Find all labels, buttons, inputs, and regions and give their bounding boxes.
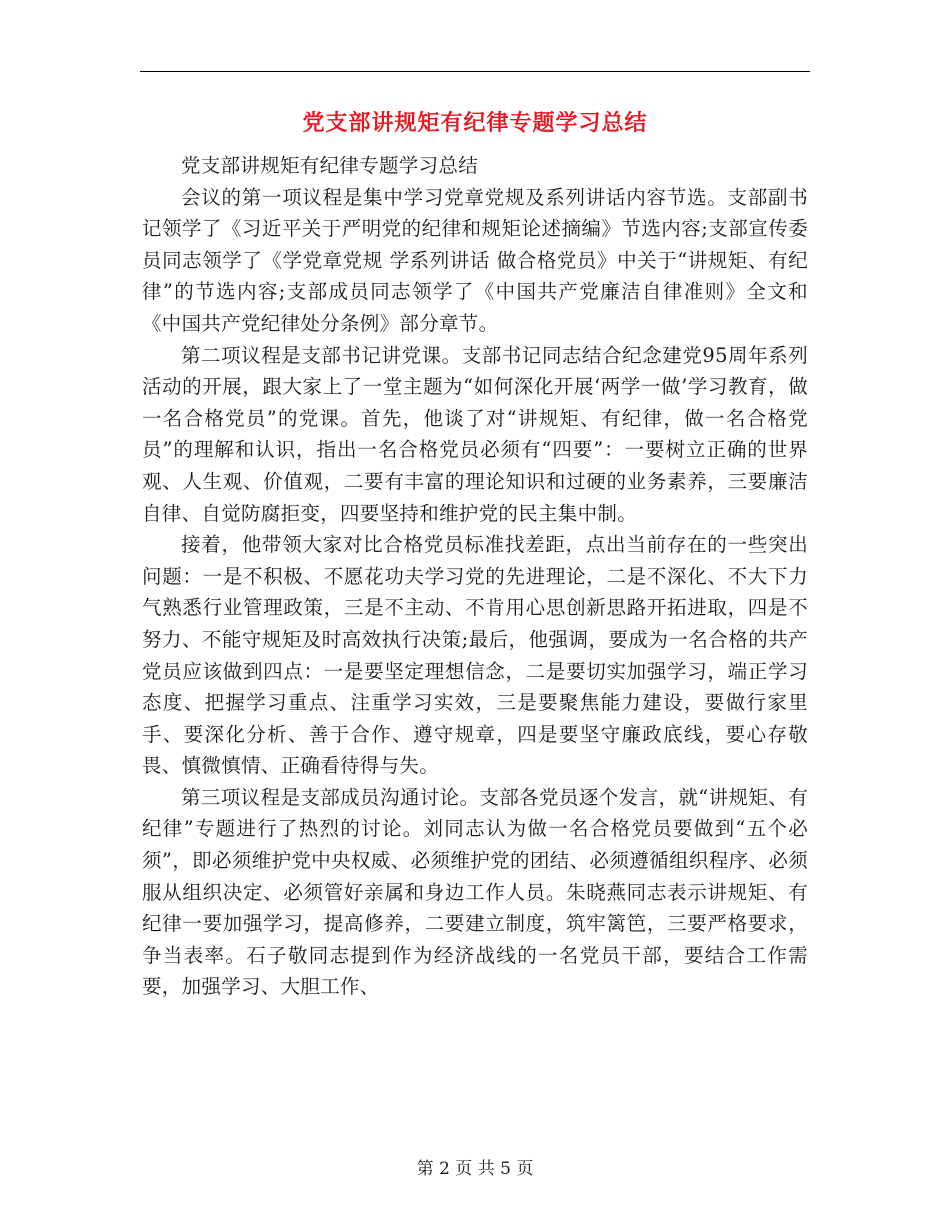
paragraph-agenda-3: 第三项议程是支部成员沟通讨论。支部各党员逐个发言，就“讲规矩、有纪律”专题进行了热烈的讨论。刘同志认为做一名合格党员要做到“五个必须”，即必须维护党中央权威、必须维护党的团结、必须遵循组织程序、必须服从组织决定、必须管好亲属和身边工作人员。朱晓燕同志表示讲规矩、有纪律一要加强学习，提高修养，二要建立制度，筑牢篱笆，三要严格要求，争当表率。石子敬同志提到作为经济战线的一名党员干部，要结合工作需要，加强学习、大胆工作、 <box>142 785 808 999</box>
header-divider <box>140 71 810 72</box>
paragraph-agenda-1: 会议的第一项议程是集中学习党章党规及系列讲话内容节选。支部副书记领学了《习近平关于严明党的纪律和规矩论述摘编》节选内容;支部宣传委员同志领学了《学党章党规 学系列讲话 做合格党员》中关于“讲规矩、有纪律”的节选内容;支部成员同志领学了《中国共产党廉洁自律准则》全文和《中国共产党纪律处分条例》部分章节。 <box>142 185 808 335</box>
page-number-footer: 第 2 页 共 5 页 <box>416 1159 534 1179</box>
paragraph-agenda-2: 第二项议程是支部书记讲党课。支部书记同志结合纪念建党95周年系列活动的开展，跟大家上了一堂主题为“如何深化开展‘两学一做’学习教育，做一名合格党员”的党课。首先，他谈了对“讲规矩、有纪律，做一名合格党员”的理解和认识，指出一名合格党员必须有“四要”：一要树立正确的世界观、人生观、价值观，二要有丰富的理论知识和过硬的业务素养，三要廉洁自律、自觉防腐拒变，四要坚持和维护党的民主集中制。 <box>142 343 808 525</box>
paragraph-shortcomings: 接着，他带领大家对比合格党员标准找差距，点出当前存在的一些突出问题：一是不积极、不愿花功夫学习党的先进理论，二是不深化、不大下力气熟悉行业管理政策，三是不主动、不肯用心思创新思路开拓进取，四是不努力、不能守规矩及时高效执行决策;最后，他强调，要成为一名合格的共产党员应该做到四点：一是要坚定理想信念，二是要切实加强学习，端正学习态度、把握学习重点、注重学习实效，三是要聚焦能力建设，要做行家里手、要深化分析、善于合作、遵守规章，四是要坚守廉政底线，要心存敬畏、慎微慎情、正确看待得与失。 <box>142 533 808 778</box>
paragraph-subtitle: 党支部讲规矩有纪律专题学习总结 <box>181 154 479 177</box>
document-title: 党支部讲规矩有纪律专题学习总结 <box>302 110 648 136</box>
document-body <box>142 150 808 1003</box>
